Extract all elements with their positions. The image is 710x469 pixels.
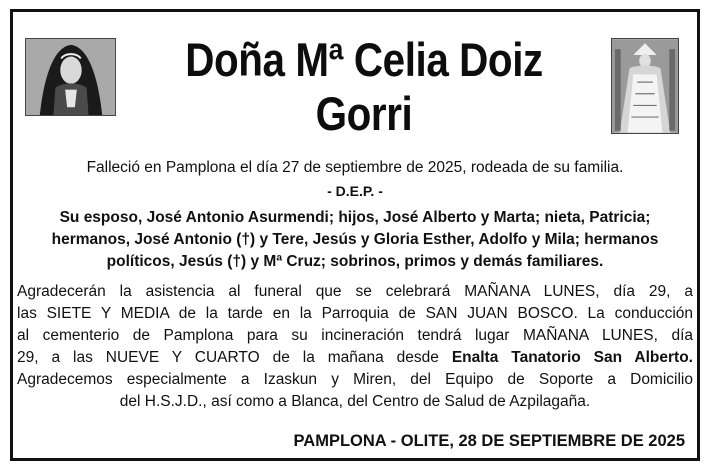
- thanks-line-1: Agradecemos especialmente a Izaskun y Miren, del Equipo de Soporte a Domicilio: [17, 371, 693, 388]
- rip-label: - D.E.P. -: [327, 183, 383, 199]
- family-line-3: políticos, Jesús (†) y Mª Cruz; sobrinos, primos y demás familiares.: [106, 253, 604, 270]
- deceased-name-line-1: Doña Mª Celia Doiz: [185, 33, 543, 86]
- family-line-1: Su esposo, José Antonio Asurmendi; hijos, José Alberto y Marta; nieta, Patricia;: [59, 209, 651, 226]
- religious-figure-photo: [25, 38, 116, 116]
- funeral-line-4-text: 29, a las NUEVE Y CUARTO de la mañana desde: [17, 349, 452, 366]
- funeral-line-4: [17, 348, 693, 368]
- virgin-statue-image: [612, 39, 678, 133]
- deceased-name-line-2: Gorri: [315, 87, 413, 140]
- funeral-home-name: Enalta Tanatorio San Alberto.: [451, 349, 693, 366]
- family-line-2: hermanos, José Antonio (†) y Tere, Jesús y Gloria Esther, Adolfo y Mila; hermanos: [51, 231, 659, 248]
- religious-figure-image: [26, 39, 115, 115]
- obituary-card: [10, 9, 700, 461]
- death-notice-text: Falleció en Pamplona el día 27 de septiembre de 2025, rodeada de su familia.: [86, 159, 624, 176]
- funeral-line-1: Agradecerán la asistencia al funeral que se celebrará MAÑANA LUNES, día 29, a: [17, 283, 693, 300]
- funeral-line-2: las SIETE Y MEDIA de la tarde en la Parroquia de SAN JUAN BOSCO. La conducción: [17, 305, 693, 322]
- thanks-line-2: del H.S.J.D., así como a Blanca, del Centro de Salud de Azpilagaña.: [119, 393, 591, 410]
- funeral-line-3: al cementerio de Pamplona para su incineración tendrá lugar MAÑANA LUNES, día: [17, 327, 693, 344]
- virgin-statue-photo: [611, 38, 679, 134]
- place-date-signature: PAMPLONA - OLITE, 28 DE SEPTIEMBRE DE 2025: [293, 432, 685, 450]
